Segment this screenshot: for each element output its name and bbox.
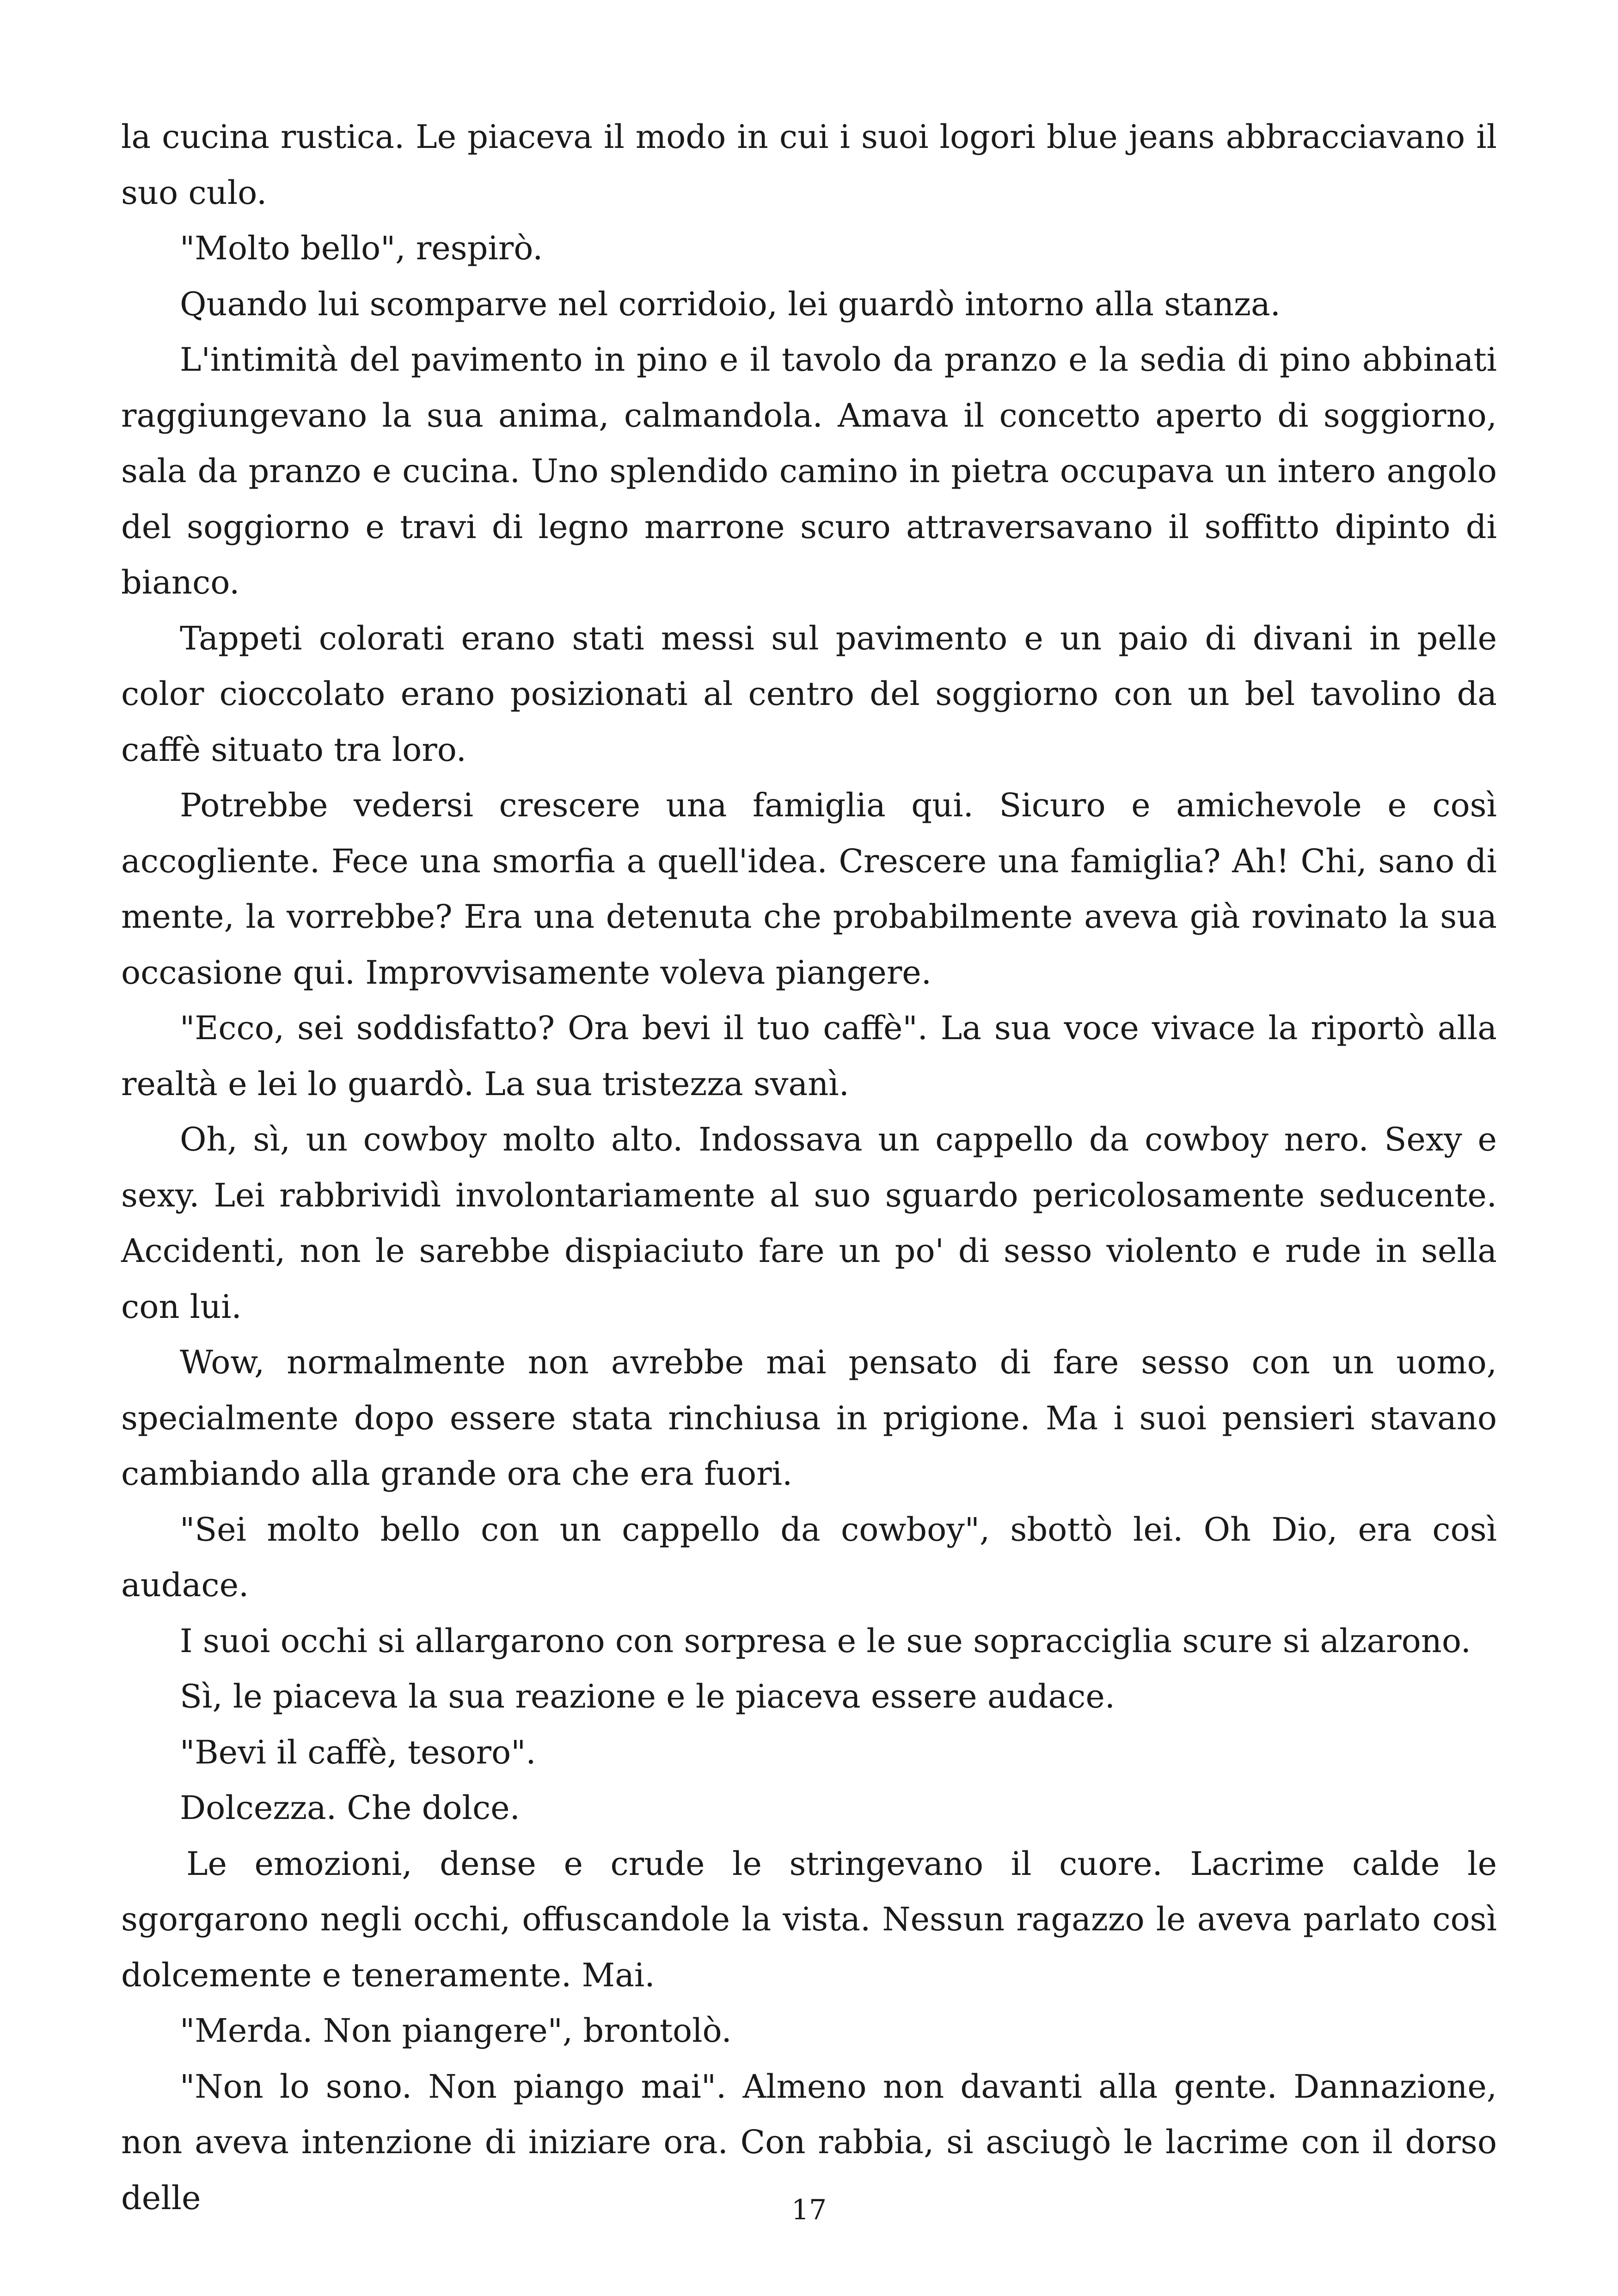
paragraph: "Non lo sono. Non piango mai". Almeno non davanti alla gente. Dannazione, non aveva intenzione di iniziare ora. Con rabbia, si asciugò le lacrime con il dorso delle — [121, 2067, 1497, 2217]
paragraph: Oh, sì, un cowboy molto alto. Indossava un cappello da cowboy nero. Sexy e sexy. Lei rabbrividì involontariamente al suo sguardo pericolosamente seducente. Accidenti, non le sarebbe dispiaciuto fare un po' di sesso violento e rude in sella con lui. — [121, 1120, 1497, 1326]
page-number: 17 — [791, 2194, 827, 2226]
paragraph: "Ecco, sei soddisfatto? Ora bevi il tuo caffè". La sua voce vivace la riportò alla realtà e lei lo guardò. La sua tristezza svanì. — [121, 1009, 1497, 1103]
paragraph: Dolcezza. Che dolce. — [180, 1789, 520, 1827]
paragraph: "Sei molto bello con un cappello da cowboy", sbottò lei. Oh Dio, era così audace. — [121, 1510, 1497, 1604]
paragraph: Le emozioni, dense e crude le stringevano il cuore. Lacrime calde le sgorgarono negli occhi, offuscandole la vista. Nessun ragazzo le aveva parlato così dolcemente e teneramente. Mai. — [121, 1844, 1497, 1994]
paragraph: la cucina rustica. Le piaceva il modo in cui i suoi logori blue jeans abbracciavano il suo culo. — [121, 118, 1497, 212]
paragraph: Tappeti colorati erano stati messi sul pavimento e un paio di divani in pelle color cioccolato erano posizionati al centro del soggiorno con un bel tavolino da caffè situato tra loro. — [121, 619, 1497, 769]
paragraph: "Merda. Non piangere", brontolò. — [180, 2012, 732, 2050]
paragraph: "Bevi il caffè, tesoro". — [180, 1733, 536, 1771]
body-text — [121, 109, 1497, 2226]
paragraph: Sì, le piaceva la sua reazione e le piaceva essere audace. — [180, 1678, 1115, 1715]
paragraph: L'intimità del pavimento in pino e il tavolo da pranzo e la sedia di pino abbinati raggiungevano la sua anima, calmandola. Amava il concetto aperto di soggiorno, sala da pranzo e cucina. Uno splendido camino in pietra occupava un intero angolo del soggiorno e travi di legno marrone scuro attraversavano il soffitto dipinto di bianco. — [121, 341, 1497, 601]
paragraph: Wow, normalmente non avrebbe mai pensato di fare sesso con un uomo, specialmente dopo essere stata rinchiusa in prigione. Ma i suoi pensieri stavano cambiando alla grande ora che era fuori. — [121, 1343, 1497, 1493]
paragraph: I suoi occhi si allargarono con sorpresa e le sue sopracciglia scure si alzarono. — [180, 1622, 1471, 1660]
paragraph: "Molto bello", respirò. — [180, 229, 543, 267]
paragraph: Potrebbe vedersi crescere una famiglia qui. Sicuro e amichevole e così accogliente. Fece una smorfia a quell'idea. Crescere una famiglia? Ah! Chi, sano di mente, la vorrebbe? Era una detenuta che probabilmente aveva già rovinato la sua occasione qui. Improvvisamente voleva piangere. — [121, 786, 1497, 992]
paragraph: Quando lui scomparve nel corridoio, lei guardò intorno alla stanza. — [180, 285, 1281, 323]
